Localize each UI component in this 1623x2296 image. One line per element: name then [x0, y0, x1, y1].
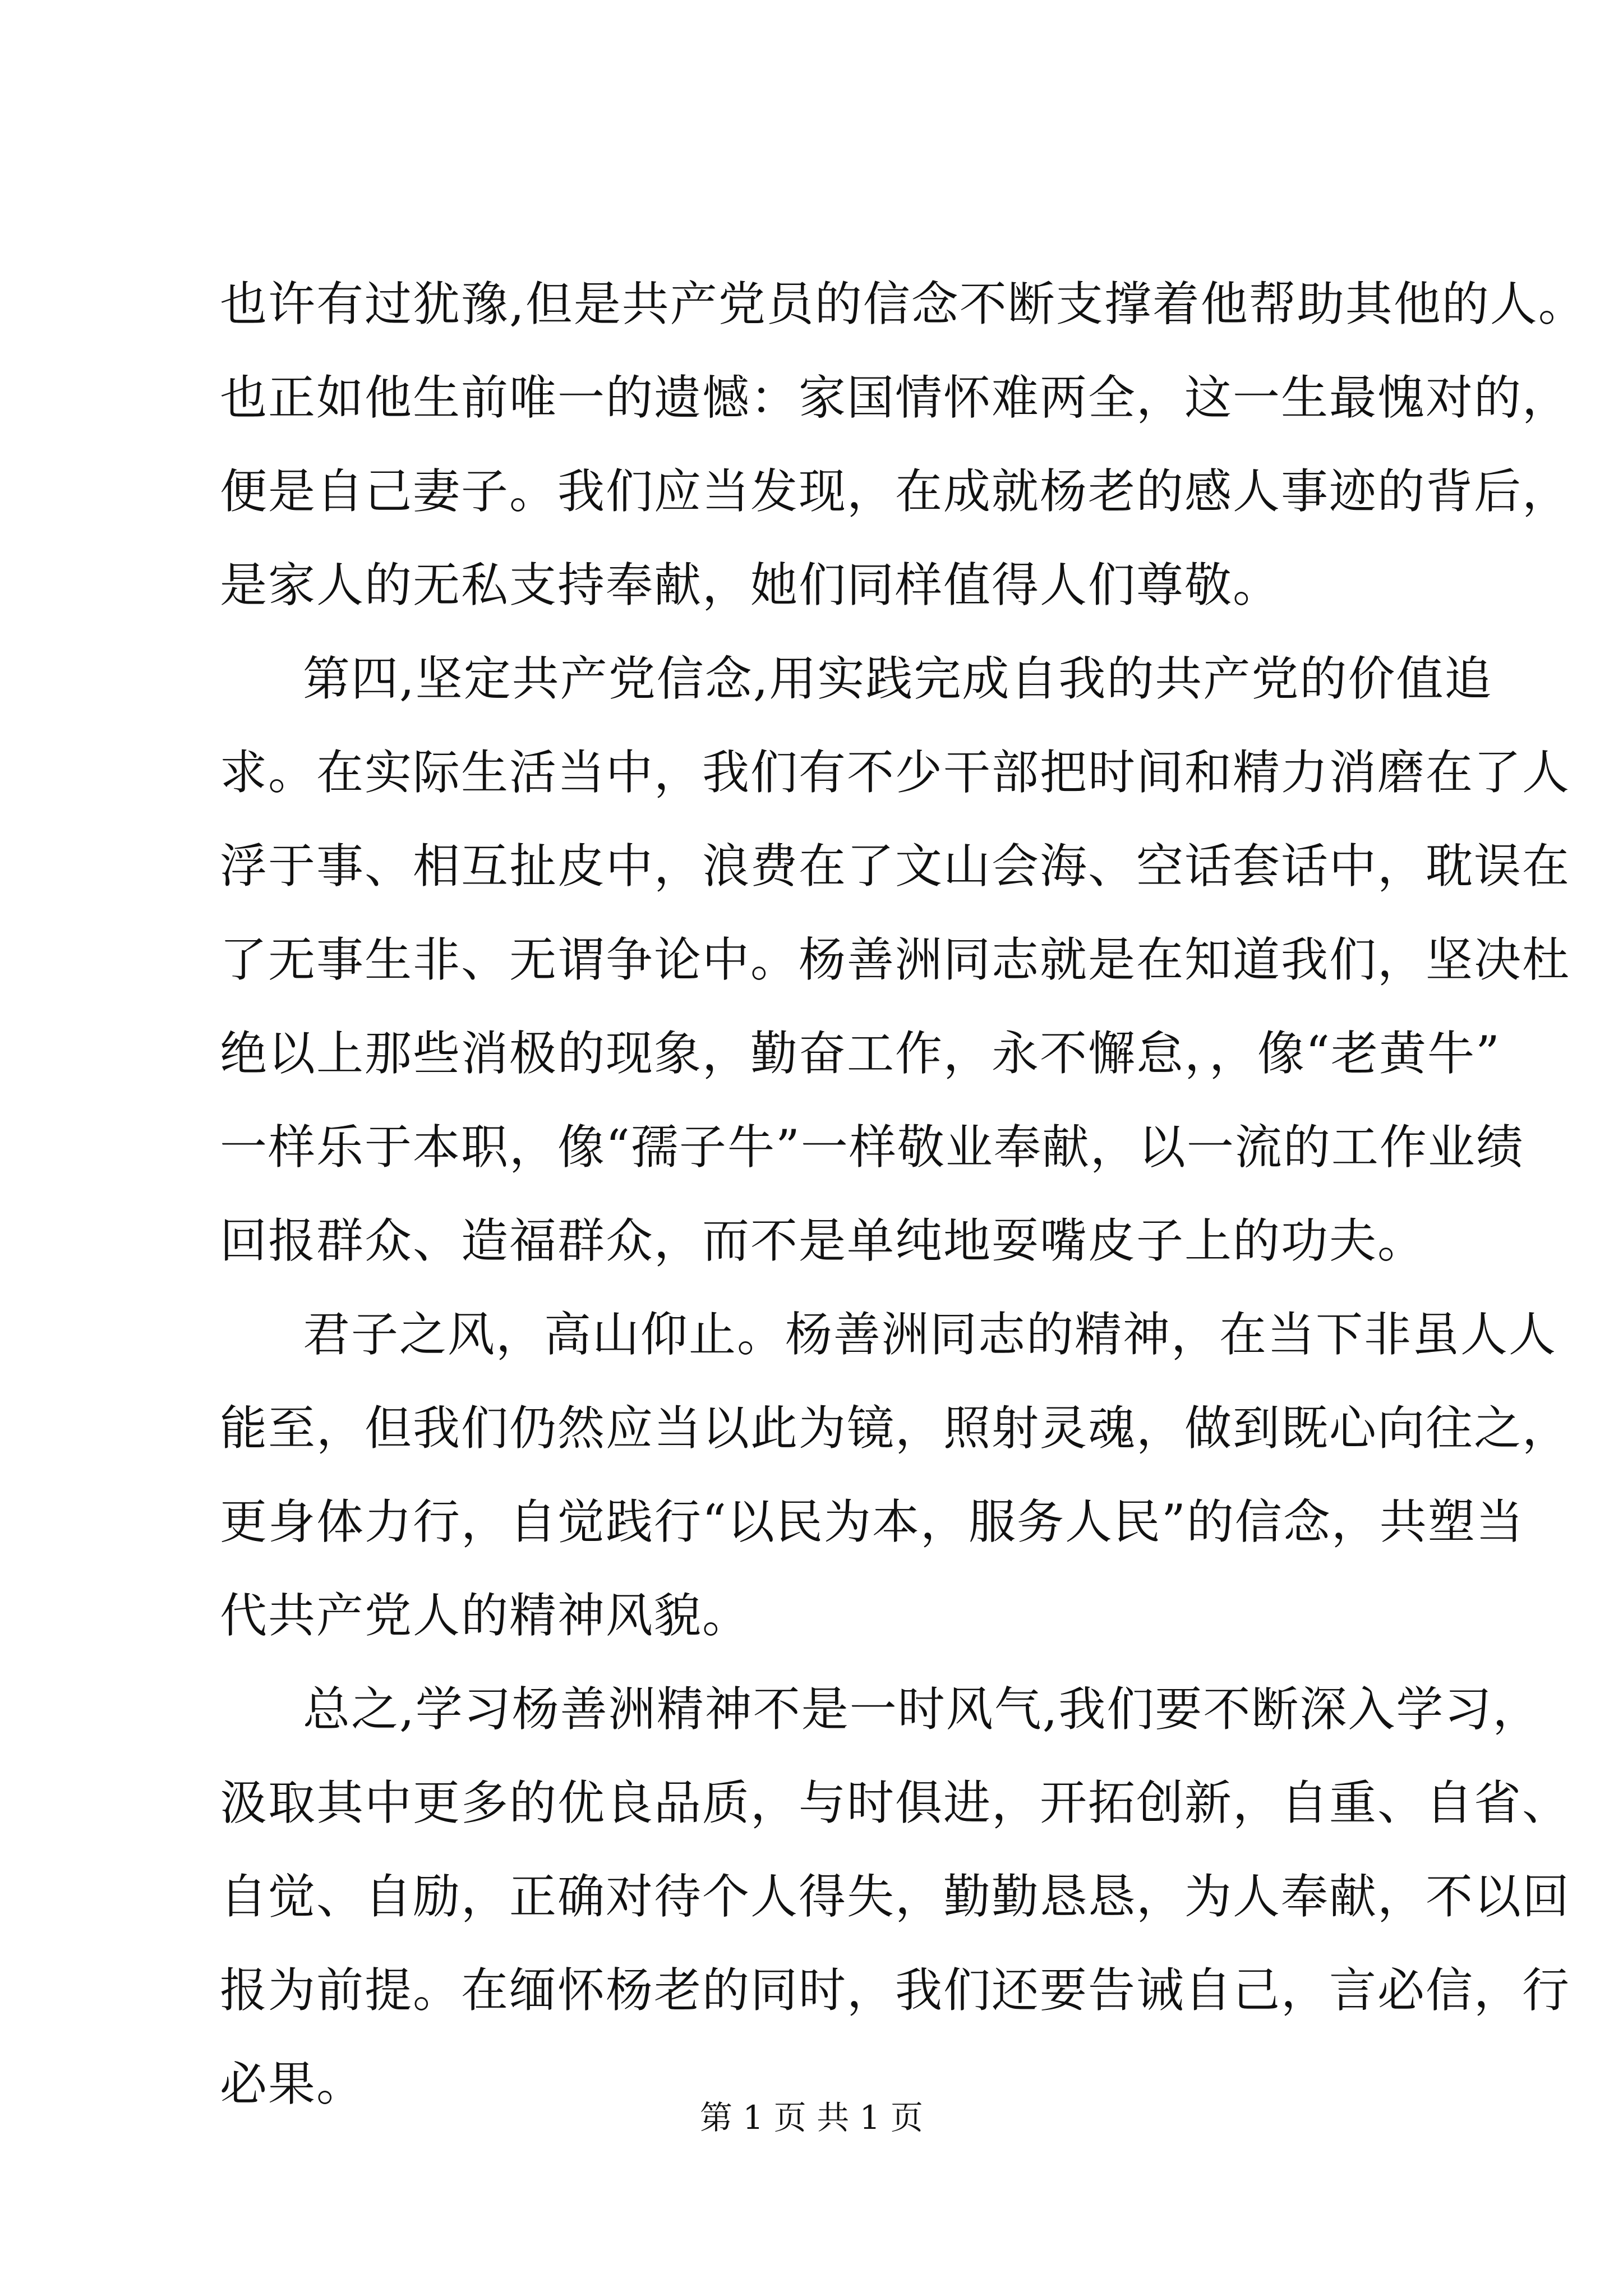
body-text-line: 更身体力行，自觉践行“以民为本，服务人民”的信念，共塑当: [220, 1494, 1524, 1549]
body-text-line: 也许有过犹豫,但是共产党员的信念不断支撑着他帮助其他的人。: [220, 277, 1587, 332]
body-text-line: 代共产党人的精神风貌。: [220, 1588, 751, 1643]
body-text-line: 一样乐于本职，像“孺子牛”一样敬业奉献，以一流的工作业绩: [220, 1120, 1524, 1175]
body-text-line: 便是自己妻子。我们应当发现，在成就杨老的感人事迹的背后，: [220, 464, 1571, 519]
body-text-line: 浮于事、相互扯皮中，浪费在了文山会海、空话套话中，耽误在: [220, 839, 1571, 894]
paragraph-first-line: 第四,坚定共产党信念,用实践完成自我的共产党的价值追: [303, 651, 1493, 706]
body-text-line: 是家人的无私支持奉献，她们同样值得人们尊敬。: [220, 558, 1281, 613]
body-text-line: 回报群众、造福群众，而不是单纯地耍嘴皮子上的功夫。: [220, 1213, 1426, 1268]
paragraph-first-line: 总之,学习杨善洲精神不是一时风气,我们要不断深入学习，: [303, 1682, 1541, 1737]
page-footer: 第 1 页 共 1 页: [700, 2099, 923, 2137]
body-text-line: 自觉、自励，正确对待个人得失，勤勤恳恳，为人奉献，不以回: [220, 1869, 1571, 1924]
paragraph-first-line: 君子之风，高山仰止。杨善洲同志的精神，在当下非虽人人: [303, 1307, 1557, 1362]
body-text-line: 了无事生非、无谓争论中。杨善洲同志就是在知道我们，坚决杜: [220, 932, 1571, 987]
body-text-line: 求。在实际生活当中，我们有不少干部把时间和精力消磨在了人: [220, 745, 1571, 800]
body-text-line: 汲取其中更多的优良品质，与时俱进，开拓创新，自重、自省、: [220, 1775, 1571, 1830]
body-text-line: 绝以上那些消极的现象，勤奋工作，永不懈怠，，像“老黄牛”: [220, 1026, 1501, 1081]
body-text-line: 报为前提。在缅怀杨老的同时，我们还要告诫自己，言必信，行: [220, 1963, 1571, 2018]
body-text-line: 也正如他生前唯一的遗憾：家国情怀难两全，这一生最愧对的，: [220, 370, 1571, 425]
body-text-line: 必果。: [220, 2056, 365, 2111]
body-text-line: 能至，但我们仍然应当以此为镜，照射灵魂，做到既心向往之，: [220, 1401, 1571, 1456]
